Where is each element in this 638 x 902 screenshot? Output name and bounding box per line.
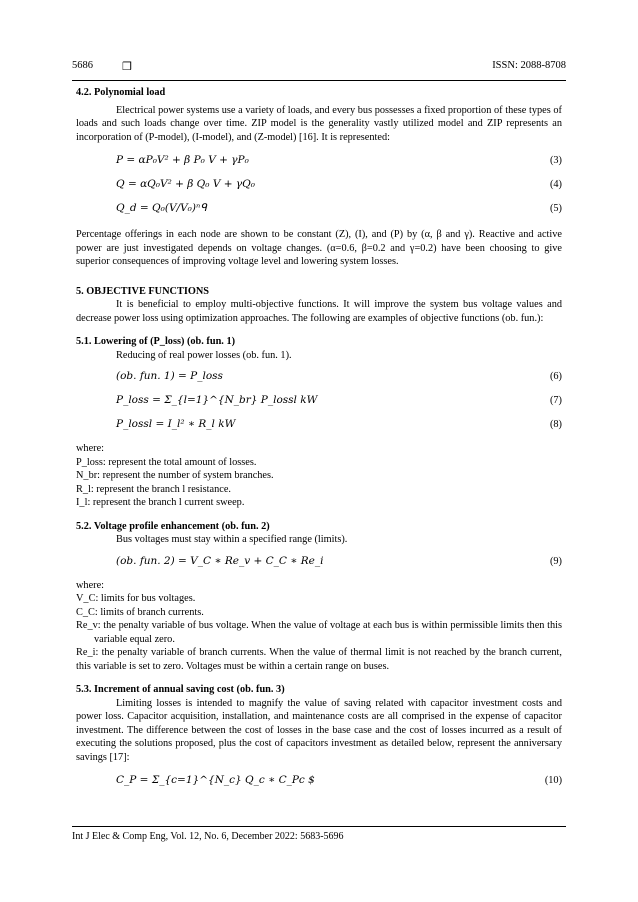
section-5-2-title: 5.2. Voltage profile enhancement (ob. fun. 2): [76, 520, 270, 532]
where-label: where:: [76, 579, 105, 591]
section-5-1-title: 5.1. Lowering of (P_loss) (ob. fun. 1): [76, 336, 236, 347]
equation-8: P_lossl = I_l² ∗ R_l kW (8): [116, 418, 562, 430]
definition-item: Re_v: the penalty variable of bus voltage. When the value of voltage at each bus is within permissible limits then this variable equal zero.: [76, 620, 562, 645]
section-4-2-paragraph: Electrical power systems use a variety of loads, and every bus possesses a fixed proportion of these types of loads and such loads change over time. ZIP model is the generality vastly utilized model and ZIP represents an incorporation of (P-model), (I-model), and (Z-model) [16]. It is represented:: [76, 104, 562, 143]
definition-item: R_l: represent the branch l resistance.: [76, 483, 231, 495]
definition-item: N_br: represent the number of system branches.: [76, 470, 274, 481]
main-text: [76, 86, 562, 794]
where-label: where:: [76, 443, 105, 454]
issn: ISSN: 2088-8708: [492, 60, 566, 71]
section-5-1-sub: Reducing of real power losses (ob. fun. 1).: [116, 349, 292, 361]
equation-3: P = αP₀V² + β P₀ V + γP₀ (3): [116, 154, 562, 166]
equation-10: C_P = Σ_{c=1}^{N_c} Q_c ∗ C_Pc $ (10): [116, 774, 562, 786]
page-number: 5686: [72, 60, 93, 71]
definition-item: I_l: represent the branch l current sweep.: [76, 497, 245, 508]
equation-9: (ob. fun. 2) = V_C ∗ Re_v + C_C ∗ Re_i (9): [116, 554, 562, 567]
section-4-2-title: 4.2. Polynomial load: [76, 87, 166, 98]
definition-item: Re_i: the penalty variable of branch currents. When the value of thermal limit is not reached by the branch current, this variable is set to zero. Voltages must be within a certain range on buses.: [76, 647, 562, 672]
section-5-3-title: 5.3. Increment of annual saving cost (ob. fun. 3): [76, 684, 285, 695]
section-4-2-after: Percentage offerings in each node are shown to be constant (Z), (I), and (P) by (α, β and γ). Reactive and active power are just investigated depends on voltage changes. (α=0.6, β=0.2 and γ=0.2) have been choosing to give superior consequences of improving voltage level and lowering system losses.: [76, 229, 562, 267]
definition-item: V_C: limits for bus voltages.: [76, 593, 196, 604]
equation-6: (ob. fun. 1) = P_loss (6): [116, 370, 562, 382]
definition-item: P_loss: represent the total amount of losses.: [76, 456, 257, 468]
definition-item: C_C: limits of branch currents.: [76, 606, 204, 618]
section-5-3-paragraph: Limiting losses is intended to magnify the value of saving related with capacitor investment costs and power loss. Capacitor acquisition, installation, and maintenance costs are all comprised in the expense of capacitor investment. The difference between the cost of losses in the base case and the cost of losses incurred as a result of executing the solutions proposed, plus the cost of capacitors investment as detailed below, represent the anniversary savings [17]:: [76, 697, 562, 763]
checkbox-square-icon: ❒: [122, 61, 132, 73]
section-5-title: 5. OBJECTIVE FUNCTIONS: [76, 285, 210, 297]
equation-4: Q = αQ₀V² + β Q₀ V + γQ₀ (4): [116, 178, 562, 190]
equation-5: Q_d = Q₀(V/V₀)ⁿᑫ (5): [116, 202, 562, 214]
section-5-paragraph: It is beneficial to employ multi-objective functions. It will improve the system bus voltage values and decrease power loss using optimization approaches. The following are examples of objective functions (ob. fun.):: [76, 299, 562, 324]
equation-7: P_loss = Σ_{l=1}^{N_br} P_lossl kW (7): [116, 394, 562, 406]
section-5-2-sub: Bus voltages must stay within a specified range (limits).: [116, 534, 348, 545]
page-footer: Int J Elec & Comp Eng, Vol. 12, No. 6, December 2022: 5683-5696: [72, 826, 566, 842]
page-header: [72, 60, 566, 81]
